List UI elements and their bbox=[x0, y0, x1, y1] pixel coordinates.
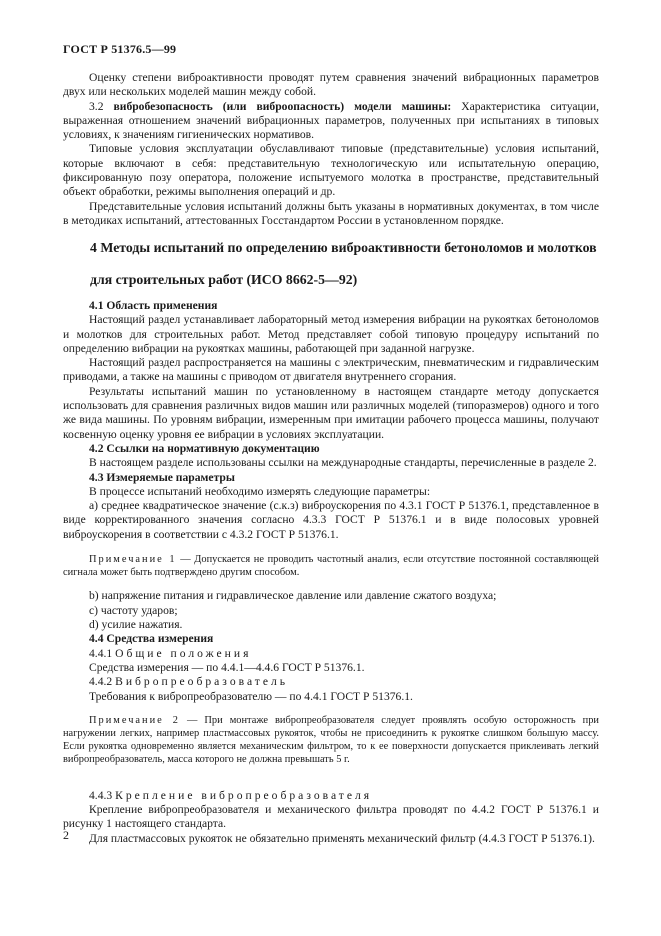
clause-number: 4.4.3 bbox=[89, 788, 113, 802]
note-2 bbox=[63, 714, 599, 767]
paragraph: Результаты испытаний машин по установленному в настоящем стандарте методу допускается использовать для сравнения различных видов машин или различных моделей (типоразмеров) одного и того же вида машины. По уровням вибрации, измеренным при имитации рабочего процесса машины, получают косвенную оценку уровня ее вибрации в условиях эксплуатации. bbox=[63, 384, 599, 441]
list-item-d: d) усилие нажатия. bbox=[89, 618, 183, 632]
heading-4-2: 4.2 Ссылки на нормативную документацию bbox=[89, 441, 320, 455]
definition-3-2 bbox=[63, 100, 599, 143]
paragraph: Крепление вибропреобразователя и механического фильтра проводят по 4.4.2 ГОСТ Р 51376.1 и рисунку 1 настоящего стандарта. bbox=[63, 802, 599, 831]
list-item-b: b) напряжение питания и гидравлическое давление или давление сжатого воздуха; bbox=[89, 589, 497, 603]
paragraph: В настоящем разделе использованы ссылки на международные стандарты, перечисленные в разделе 2. bbox=[89, 456, 597, 470]
page-header: ГОСТ Р 51376.5—99 bbox=[63, 42, 177, 56]
paragraph: Настоящий раздел распространяется на машины с электрическим, пневматическим и гидравлическим приводами, а также на машины с приводом от двигателя внутреннего сгорания. bbox=[63, 356, 599, 384]
paragraph: Представительные условия испытаний должны быть указаны в нормативных документах, в том числе в методиках испытаний, аттестованных Госстандартом России в установленном порядке. bbox=[63, 199, 599, 227]
note-label: Примечание 1 bbox=[89, 554, 177, 566]
section-4-body bbox=[63, 299, 599, 846]
clause-number: 4.4.1 bbox=[89, 646, 113, 660]
paragraph: Для пластмассовых рукояток не обязательно применять механический фильтр (4.4.3 ГОСТ Р 51376.1). bbox=[89, 831, 595, 845]
clause-number: 3.2 bbox=[89, 99, 104, 113]
definition-text: Характеристика ситуации, выраженная отношением значений вибрационных параметров, полученных при испытаниях в типовых условиях, к значениям гигиенических нормативов. bbox=[63, 99, 599, 142]
section-title-line2: для строительных работ (ИСО 8662-5—92) bbox=[90, 272, 358, 287]
paragraph: Типовые условия эксплуатации обуславливают типовые (представительные) условия испытаний, которые включают в себя: представительную технологическую или испытательную операцию, фиксированную позу оператора, положение испытуемого молотка в пространстве, представительный объект обработки, режимы выполнения операций и др. bbox=[63, 142, 599, 199]
heading-4-4-1 bbox=[63, 647, 599, 661]
note-text: — Допускается не проводить частотный анализ, если отсутствие постоянной составляющей сигнала может быть подтверждено другим способом. bbox=[63, 554, 599, 579]
list-item-a: а) среднее квадратическое значение (с.к.з) виброускорения по 4.3.1 ГОСТ Р 51376.1, представленное в виде корректированного значения согласно 4.3.3 ГОСТ Р 51376.1 и в виде полосовых уровней виброускорения в соответствии с 4.3.2 ГОСТ Р 51376.1. bbox=[63, 499, 599, 541]
clause-title: Крепление вибропреобразователя bbox=[115, 788, 373, 802]
intro-block bbox=[63, 71, 599, 228]
paragraph: Средства измерения — по 4.4.1—4.4.6 ГОСТ Р 51376.1. bbox=[89, 660, 365, 674]
paragraph: Настоящий раздел устанавливает лабораторный метод измерения вибрации на рукоятках бетоноломов и молотков для строительных работ. Метод представляет собой типовую процедуру испытаний по определению вибрации на рукоятках машины, работающей при заданной нагрузке. bbox=[63, 313, 599, 355]
paragraph: Требования к вибропреобразователю — по 4.4.1 ГОСТ Р 51376.1. bbox=[89, 689, 413, 703]
clause-title: Общие положения bbox=[115, 646, 252, 660]
term: вибробезопасность (или виброопасность) модели машины: bbox=[113, 99, 452, 113]
heading-4-4: 4.4 Средства измерения bbox=[89, 632, 214, 646]
heading-4-4-3 bbox=[63, 789, 599, 803]
list-item-c: c) частоту ударов; bbox=[89, 603, 178, 617]
clause-title: Вибропреобразователь bbox=[115, 675, 289, 689]
note-1 bbox=[63, 553, 599, 579]
heading-4-4-2 bbox=[63, 675, 599, 689]
paragraph: В процессе испытаний необходимо измерять следующие параметры: bbox=[89, 484, 431, 498]
heading-4-1: 4.1 Область применения bbox=[89, 299, 218, 312]
note-text: — При монтаже вибропреобразователя следует проявлять особую осторожность при нагружении легких, например пластмассовых рукояток, чтобы не присоединить к рукоятке слишком большую массу. Если рукоятка одновременно является механическим фильтром, то к ее поверхности допускается приклеивать легкий вибропреобразователь, масса которого не должна превышать 5 г. bbox=[63, 714, 599, 766]
paragraph: Оценку степени виброактивности проводят путем сравнения значений вибрационных параметров двух или нескольких моделей машин между собой. bbox=[63, 71, 599, 99]
note-label: Примечание 2 bbox=[89, 714, 180, 726]
clause-number: 4.4.2 bbox=[89, 675, 113, 689]
page-number: 2 bbox=[63, 828, 69, 842]
heading-4-3: 4.3 Измеряемые параметры bbox=[89, 470, 235, 484]
section-title-line1: 4 Методы испытаний по определению виброактивности бетоноломов и молотков bbox=[90, 240, 597, 255]
